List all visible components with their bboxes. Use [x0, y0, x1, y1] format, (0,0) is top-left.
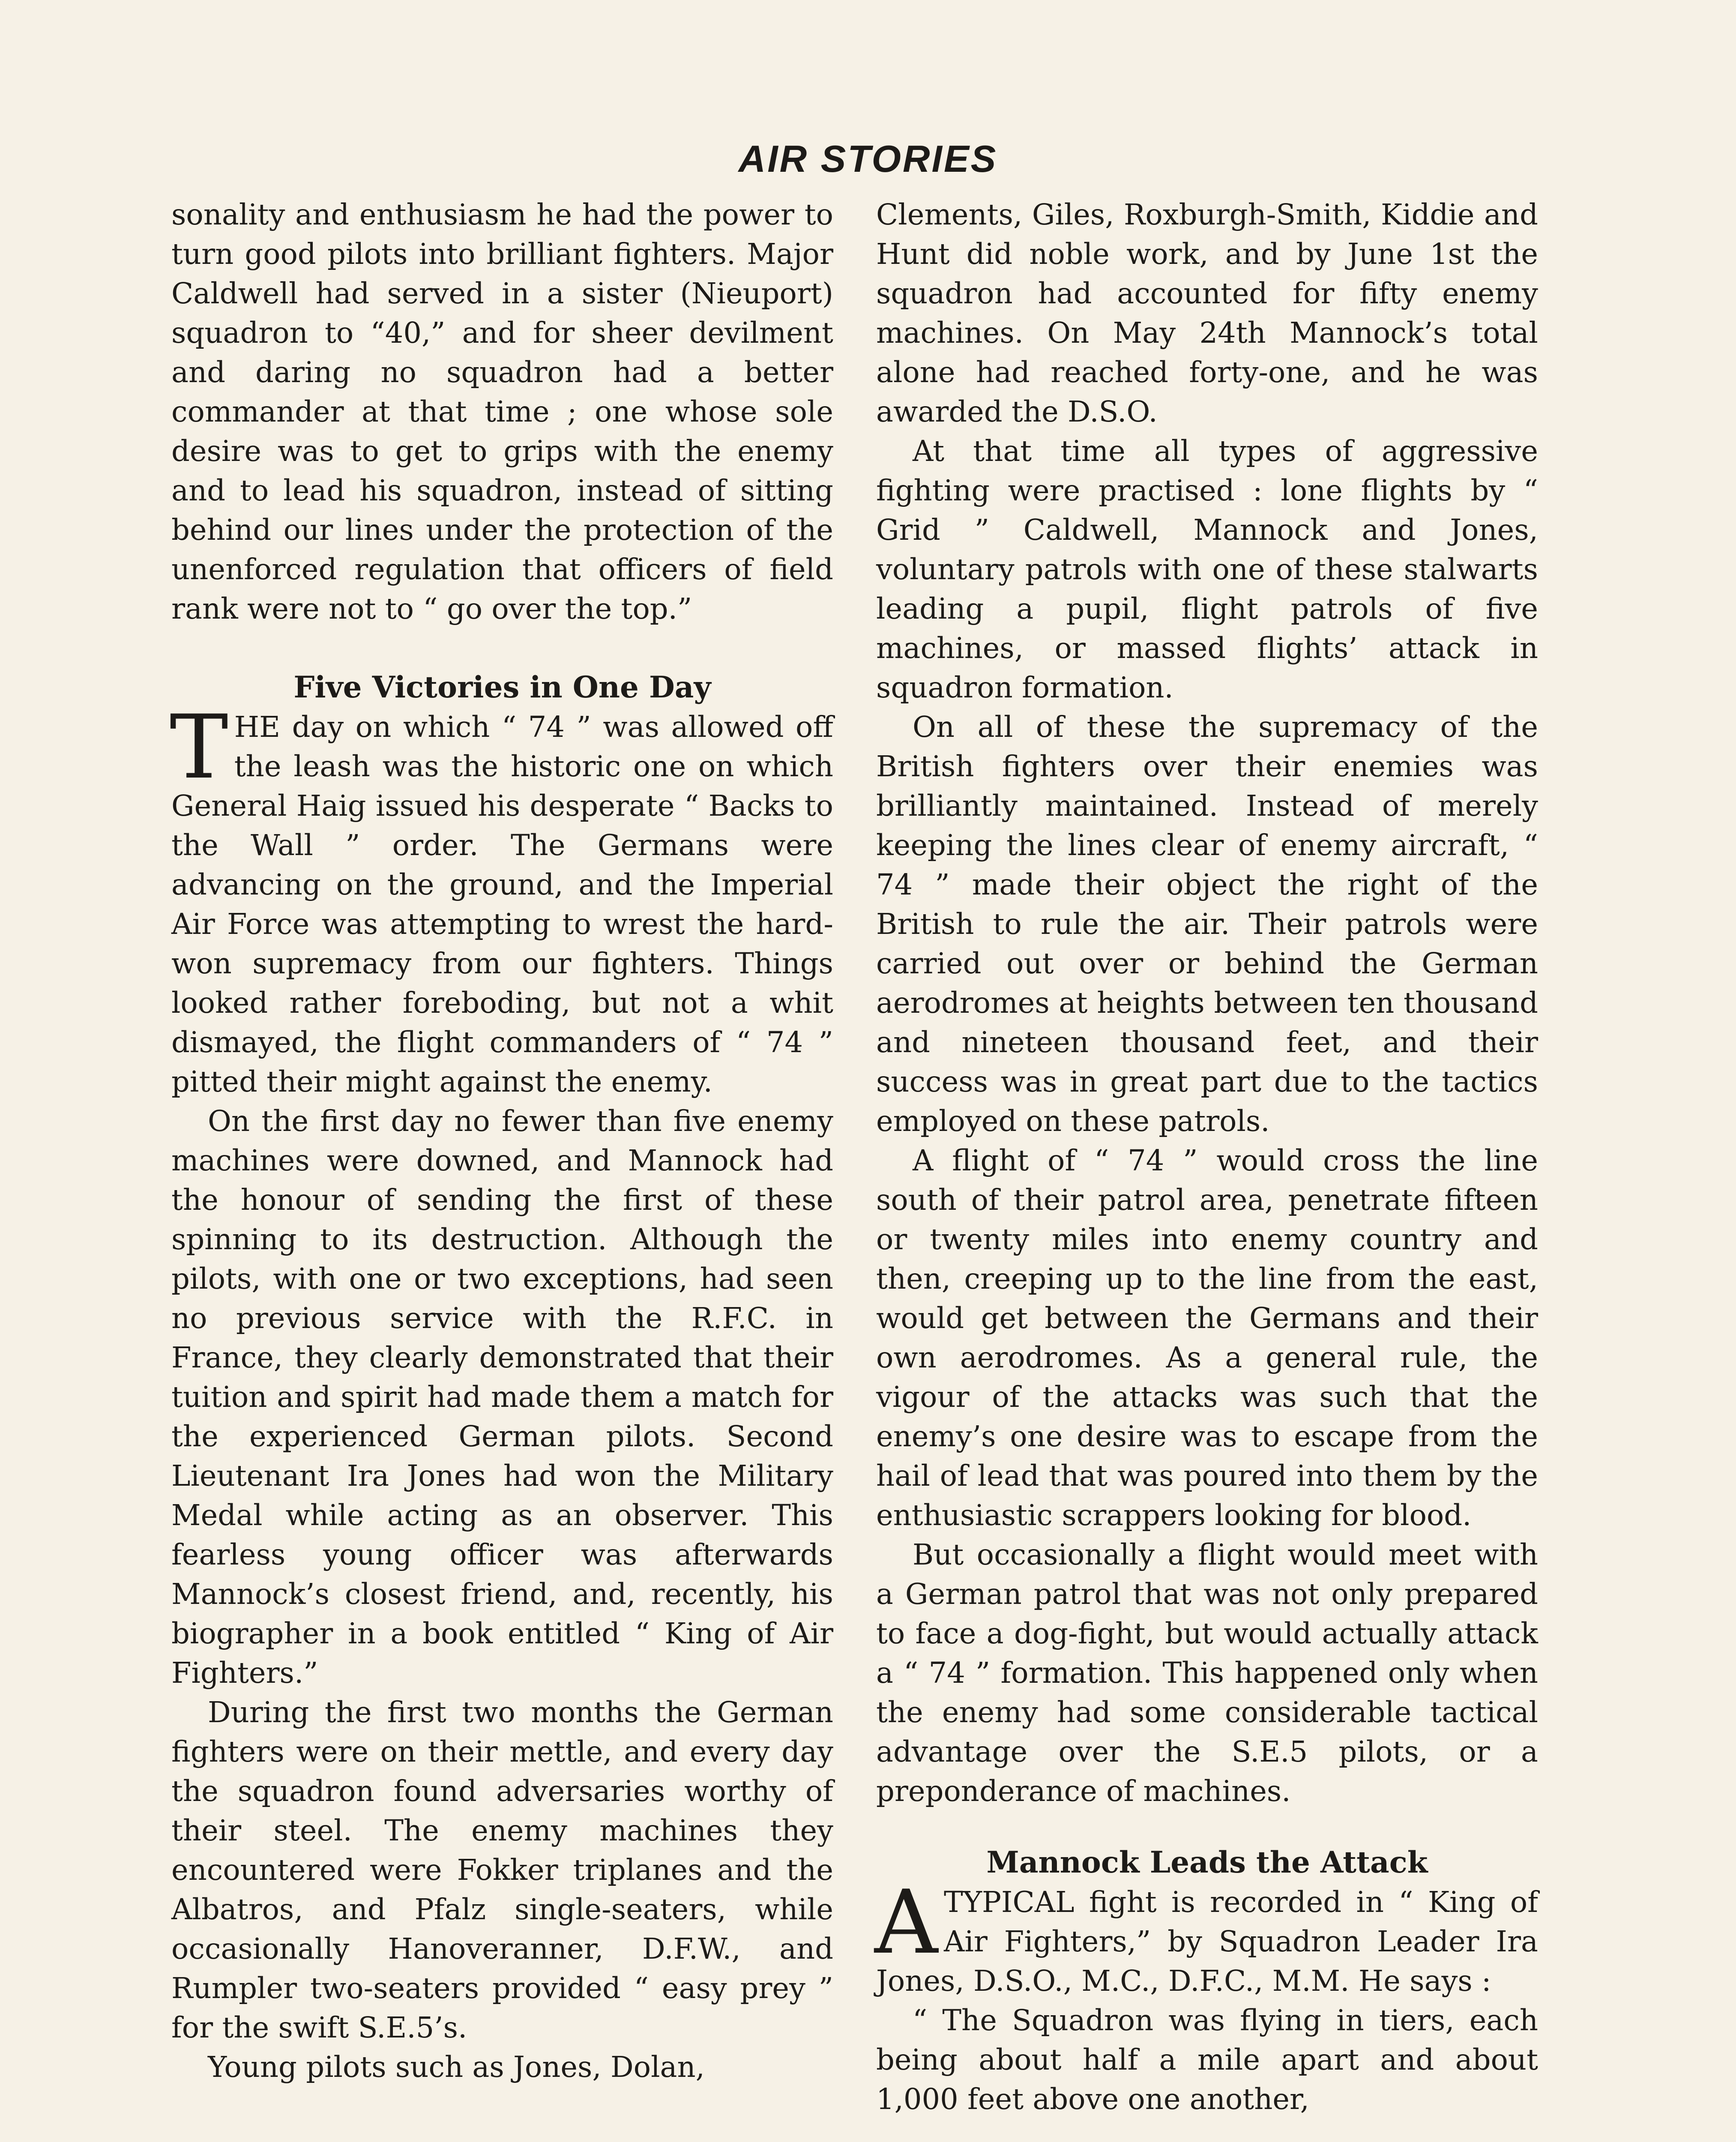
paragraph: On the first day no fewer than five enemy machines were downed, and Mannock had the honour of sending the first of these spinning to its destruction. Although the pilots, with one or two exceptions, had seen no previous service with the R.F.C. in France, they clearly demonstrated that their tuition and spirit had made them a match for the experienced German pilots. Second Lieutenant Ira Jones had won the Military Medal while acting as an observer. This fearless young officer was afterwards Mannock’s closest friend, and, recently, his biographer in a book entitled “ King of Air Fighters.” — [171, 1104, 833, 1690]
paragraph: During the first two months the German fighters were on their mettle, and every day the squadron found adversaries worthy of their steel. The enemy machines they encountered were Fokker triplanes and the Albatros, and Pfalz single-seaters, while occasionally Hanoveranner, D.F.W., and Rumpler two-seaters provided “ easy prey ” for the swift S.E.5’s. — [171, 1696, 833, 2044]
running-header: AIR STORIES — [738, 138, 998, 180]
paragraph: sonality and enthusiasm he had the power to turn good pilots into brilliant fighters. Major Caldwell had served in a sister (Nieuport) squadron to “40,” and for sheer devilment and daring no squadron had a better commander at that time ; one whose sole desire was to get to grips with the enemy and to lead his squadron, instead of sitting behind our lines under the protection of the unenforced regulation that officers of field rank were not to “ go over the top.” — [171, 198, 833, 625]
paragraph — [170, 697, 833, 1101]
paragraph: Young pilots such as Jones, Dolan, — [208, 2050, 705, 2084]
paragraph-text: HE day on which “ 74 ” was allowed off the leash was the historic one on which General Haig issued his desperate “ Backs to the Wall ” order. The Germans were advancing on the ground, and the Imperial Air Force was attempting to wrest the hard-won supremacy from our fighters. Things looked rather foreboding, but not a whit dismayed, the flight commanders of “ 74 ” pitted their might against the enemy. — [171, 710, 833, 1098]
paragraph-text: TYPICAL fight is recorded in “ King of Air Fighters,” by Squadron Leader Ira Jones, D.S.O., M.C., D.F.C., M.M. He says : — [876, 1885, 1538, 1998]
paragraph: On all of these the supremacy of the British fighters over their enemies was brilliantly maintained. Instead of merely keeping the lines clear of enemy aircraft, “ 74 ” made their object the right of the British to rule the air. Their patrols were carried out over or behind the German aerodromes at heights between ten thousand and nineteen thousand feet, and their success was in great part due to the tactics employed on these patrols. — [876, 710, 1538, 1138]
paragraph: A flight of “ 74 ” would cross the line south of their patrol area, penetrate fifteen or twenty miles into enemy country and then, creeping up to the line from the east, would get between the Germans and their own aerodromes. As a general rule, the vigour of the attacks was such that the enemy’s one desire was to escape from the hail of lead that was poured into them by the enthusiastic scrappers looking for blood. — [876, 1144, 1538, 1532]
paragraph: Clements, Giles, Roxburgh-Smith, Kiddie and Hunt did noble work, and by June 1st the squadron had accounted for fifty enemy machines. On May 24th Mannock’s total alone had reached forty-one, and he was awarded the D.S.O. — [876, 198, 1538, 428]
paragraph — [874, 1872, 1538, 2001]
paragraph: But occasionally a flight would meet with a German patrol that was not only prepared to face a dog-fight, but would actually attack a “ 74 ” formation. This happened only when the enemy had some considerable tactical advantage over the S.E.5 pilots, or a preponderance of machines. — [876, 1538, 1538, 1808]
section-heading: Mannock Leads the Attack — [986, 1845, 1428, 1880]
paragraph: “ The Squadron was flying in tiers, each being about half a mile apart and about 1,000 feet above one another, — [876, 2004, 1538, 2116]
paragraph: At that time all types of aggressive fighting were practised : lone flights by “ Grid ” Caldwell, Mannock and Jones, voluntary patrols with one of these stalwarts leading a pupil, flight patrols of five machines, or massed flights’ attack in squadron formation. — [876, 434, 1538, 704]
right-column — [876, 195, 1538, 2119]
drop-cap: T — [170, 697, 228, 799]
left-column — [171, 195, 833, 2087]
drop-cap: A — [874, 1872, 938, 1974]
section-heading: Five Victories in One Day — [293, 670, 711, 705]
